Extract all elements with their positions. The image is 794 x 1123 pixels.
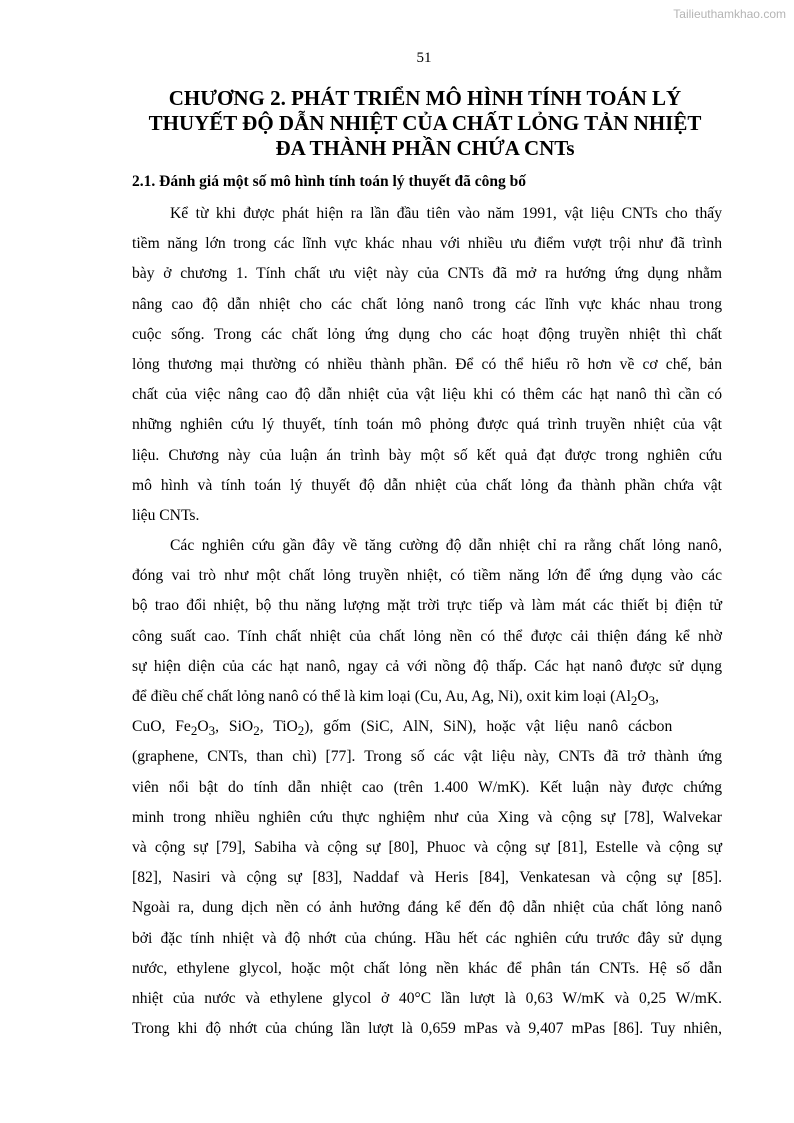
text-line: nhiệt của nước và ethylene glycol ở 40°C lần lượt là 0,63 W/mK và 0,25 W/mK.	[132, 989, 722, 1007]
page-number: 51	[416, 50, 432, 66]
text-line: bộ trao đổi nhiệt, bộ thu năng lượng mặt trời trực tiếp và làm mát các thiết bị điện tử	[132, 597, 722, 615]
text-line: sự hiện diện của các hạt nanô, ngay cả với nồng độ thấp. Các hạt nanô được sử dụng	[132, 657, 722, 675]
text-line: [82], Nasiri và cộng sự [83], Naddaf và Heris [84], Venkatesan và cộng sự [85].	[132, 869, 722, 887]
text-line: mô hình và tính toán lý thuyết độ dẫn nhiệt của chất lỏng đa thành phần chứa vật	[132, 476, 722, 494]
body-text	[132, 199, 722, 1044]
chapter-title-line: THUYẾT ĐỘ DẪN NHIỆT CỦA CHẤT LỎNG TẢN NHIỆT	[148, 111, 702, 135]
watermark: Tailieuthamkhao.com	[673, 7, 786, 21]
text-line: bày ở chương 1. Tính chất ưu việt này của CNTs đã mở ra hướng ứng dụng nhằm	[132, 265, 722, 283]
text-line: lỏng thương mại thường có nhiều thành phần. Để có thể hiểu rõ hơn về cơ chế, bản	[132, 355, 722, 373]
text-line: Ngoài ra, dung dịch nền có ảnh hưởng đáng kể đến độ dẫn nhiệt của chất lỏng nanô	[132, 899, 722, 917]
text-line: liệu. Chương này của luận án trình bày một số kết quả đạt được trong nghiên cứu	[132, 446, 722, 464]
section-heading: 2.1. Đánh giá một số mô hình tính toán lý thuyết đã công bố	[132, 173, 527, 190]
text-line: chất của việc nâng cao độ dẫn nhiệt của vật liệu khi có thêm các hạt nanô thì cần có	[132, 386, 722, 404]
text-line: Trong khi độ nhớt của chúng lần lượt là 0,659 mPas và 9,407 mPas [86]. Tuy nhiên,	[132, 1020, 722, 1038]
text-line: bởi đặc tính nhiệt và độ nhớt của chúng. Hầu hết các nghiên cứu trước đây sử dụng	[132, 929, 722, 947]
text-line: nâng cao độ dẫn nhiệt cho các chất lỏng nanô trong các lĩnh vực khác nhau trong	[132, 295, 722, 313]
text-line: và cộng sự [79], Sabiha và cộng sự [80], Phuoc và cộng sự [81], Estelle và cộng sự	[132, 838, 722, 856]
text-line: liệu CNTs.	[132, 506, 200, 524]
chapter-title-line: ĐA THÀNH PHẦN CHỨA CNTs	[275, 136, 575, 160]
chapter-title-line: CHƯƠNG 2. PHÁT TRIỂN MÔ HÌNH TÍNH TOÁN LÝ	[168, 86, 682, 110]
text-line: viên nổi bật do tính dẫn nhiệt cao (trên 1.400 W/mK). Kết luận này được chứng	[132, 778, 722, 796]
text-line: (graphene, CNTs, than chì) [77]. Trong số các vật liệu này, CNTs đã trở thành ứng	[132, 748, 722, 766]
chapter-title	[125, 86, 725, 161]
text-line: những nghiên cứu lý thuyết, tính toán mô phỏng được quá trình truyền nhiệt của vật	[132, 416, 722, 434]
text-line: Kể từ khi được phát hiện ra lần đầu tiên vào năm 1991, vật liệu CNTs cho thấy	[170, 205, 722, 222]
text-line: cuộc sống. Trong các chất lỏng ứng dụng cho các hoạt động truyền nhiệt thì chất	[132, 325, 722, 343]
text-line: tiềm năng lớn trong các lĩnh vực khác nhau với nhiều ưu điểm vượt trội như đã trình	[132, 235, 722, 253]
text-line: CuO, $Fe_2O_3$, SiO$_2$, TiO$_2$), gốm (SiC, AlN, SiN), hoặc vật liệu nanô cácbon	[132, 718, 673, 739]
text-line: đóng vai trò như một chất lỏng truyền nhiệt, có tiềm năng lớn để ứng dụng vào các	[132, 567, 722, 585]
text-line: để điều chế chất lỏng nanô có thể là kim loại (Cu, Au, Ag, Ni), oxit kim loại ($Al_2O_3$,	[132, 688, 660, 709]
text-line: Các nghiên cứu gần đây về tăng cường độ dẫn nhiệt chỉ ra rằng chất lỏng nanô,	[170, 537, 722, 555]
text-line: công suất cao. Tính chất nhiệt của chất lỏng nền có thể được cải thiện đáng kể nhờ	[132, 627, 722, 645]
text-line: nước, ethylene glycol, hoặc một chất lỏng nền khác để phân tán CNTs. Hệ số dẫn	[132, 959, 722, 977]
text-line: minh trong nhiều nghiên cứu thực nghiệm như của Xing và cộng sự [78], Walvekar	[132, 808, 722, 826]
